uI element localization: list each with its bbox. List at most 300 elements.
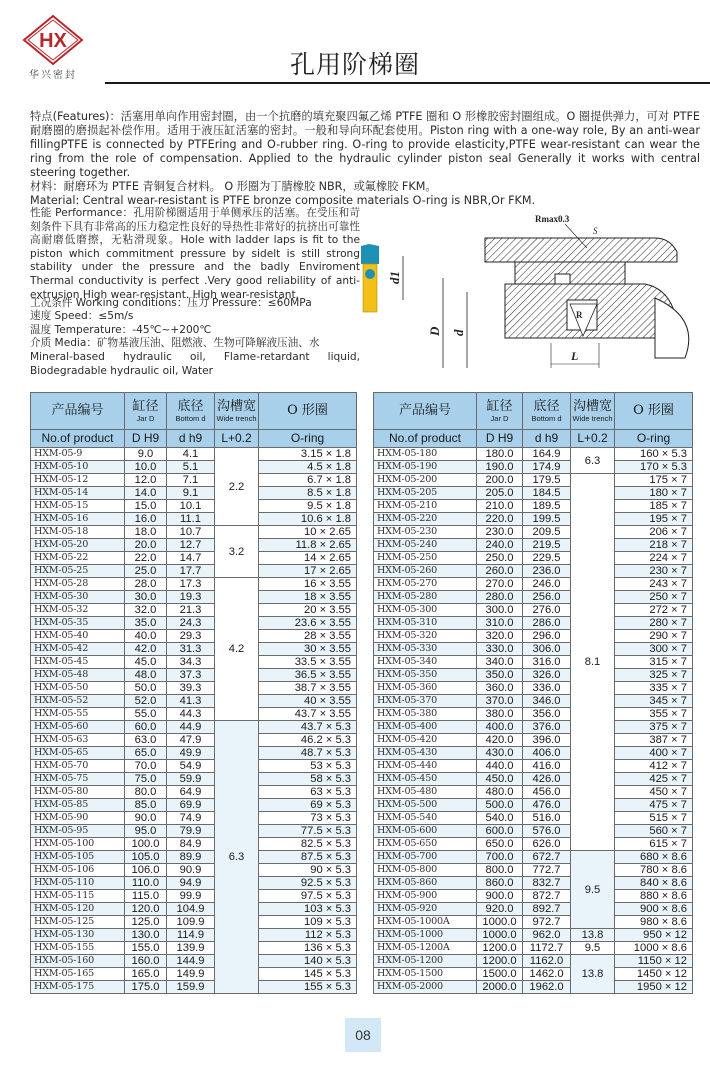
oring-size: 980 × 8.6	[615, 916, 693, 929]
product-code: HXM-05-210	[374, 500, 477, 513]
table-row	[31, 968, 357, 981]
product-code: HXM-05-1000	[374, 929, 477, 942]
bore-diameter: 260.0	[477, 565, 523, 578]
table-row	[31, 981, 357, 994]
product-code: HXM-05-160	[31, 955, 125, 968]
product-code: HXM-05-16	[31, 513, 125, 526]
product-code: HXM-05-10	[31, 461, 125, 474]
table-row	[31, 708, 357, 721]
table-row	[31, 838, 357, 851]
bottom-diameter: 79.9	[167, 825, 215, 838]
table-row	[374, 773, 693, 786]
product-code: HXM-05-15	[31, 500, 125, 513]
product-code: HXM-05-125	[31, 916, 125, 929]
oring-size: 38.7 × 3.55	[259, 682, 357, 695]
bottom-diameter: 14.7	[167, 552, 215, 565]
bottom-diameter: 7.1	[167, 474, 215, 487]
table-row	[374, 474, 693, 487]
spec-table-left	[30, 392, 357, 994]
product-code: HXM-05-240	[374, 539, 477, 552]
table-row	[374, 630, 693, 643]
product-code: HXM-05-165	[31, 968, 125, 981]
header-trench-tol: L+0.2	[571, 430, 615, 448]
bore-diameter: 18.0	[125, 526, 167, 539]
oring-size: 315 × 7	[615, 656, 693, 669]
bottom-diameter: 99.9	[167, 890, 215, 903]
product-code: HXM-05-1200	[374, 955, 477, 968]
bottom-diameter: 29.3	[167, 630, 215, 643]
oring-size: 345 × 7	[615, 695, 693, 708]
oring-size: 63 × 5.3	[259, 786, 357, 799]
bottom-diameter: 54.9	[167, 760, 215, 773]
bore-diameter: 440.0	[477, 760, 523, 773]
oring-size: 4.5 × 1.8	[259, 461, 357, 474]
bore-diameter: 370.0	[477, 695, 523, 708]
header-trench-tol: L+0.2	[215, 430, 259, 448]
bottom-diameter: 11.1	[167, 513, 215, 526]
header-bottom-tol: d h9	[167, 430, 215, 448]
product-code: HXM-05-370	[374, 695, 477, 708]
bore-diameter: 1500.0	[477, 968, 523, 981]
product-code: HXM-05-85	[31, 799, 125, 812]
oring-size: 412 × 7	[615, 760, 693, 773]
bottom-diameter: 189.5	[523, 500, 571, 513]
bottom-diameter: 69.9	[167, 799, 215, 812]
spec-table-right	[373, 392, 693, 994]
bottom-diameter: 144.9	[167, 955, 215, 968]
bottom-diameter: 576.0	[523, 825, 571, 838]
dim-d: d	[451, 329, 466, 336]
table-row	[31, 669, 357, 682]
product-code: HXM-05-360	[374, 682, 477, 695]
header-bottom-tol: d h9	[523, 430, 571, 448]
oring-size: 880 × 8.6	[615, 890, 693, 903]
bore-diameter: 230.0	[477, 526, 523, 539]
table-row	[374, 552, 693, 565]
product-code: HXM-05-230	[374, 526, 477, 539]
bore-diameter: 9.0	[125, 448, 167, 461]
bore-diameter: 12.0	[125, 474, 167, 487]
bore-diameter: 165.0	[125, 968, 167, 981]
bore-diameter: 800.0	[477, 864, 523, 877]
product-code: HXM-05-63	[31, 734, 125, 747]
header-oring-en: O-ring	[259, 430, 357, 448]
product-code: HXM-05-25	[31, 565, 125, 578]
bottom-diameter: 10.1	[167, 500, 215, 513]
oring-size: 9.5 × 1.8	[259, 500, 357, 513]
header-bottom: 底径 Bottom d	[523, 393, 571, 430]
bottom-diameter: 229.5	[523, 552, 571, 565]
table-row	[374, 825, 693, 838]
bottom-diameter: 396.0	[523, 734, 571, 747]
bottom-diameter: 406.0	[523, 747, 571, 760]
oring-size: 170 × 5.3	[615, 461, 693, 474]
product-code: HXM-05-900	[374, 890, 477, 903]
bottom-diameter: 139.9	[167, 942, 215, 955]
oring-size: 73 × 5.3	[259, 812, 357, 825]
material-en: Material: Central wear-resistant is PTFE bronze composite materials O-ring is NBR,Or FKM.	[30, 194, 536, 207]
bore-diameter: 860.0	[477, 877, 523, 890]
table-row	[374, 448, 693, 461]
table-row	[374, 604, 693, 617]
table-row	[31, 630, 357, 643]
oring-size: 1450 × 12	[615, 968, 693, 981]
product-code: HXM-05-95	[31, 825, 125, 838]
bottom-diameter: 21.3	[167, 604, 215, 617]
bottom-diameter: 256.0	[523, 591, 571, 604]
header-product: 产品编号	[31, 393, 125, 430]
table-row	[31, 812, 357, 825]
bore-diameter: 175.0	[125, 981, 167, 994]
table-row	[374, 864, 693, 877]
bore-diameter: 1000.0	[477, 916, 523, 929]
table-row	[31, 682, 357, 695]
bottom-diameter: 456.0	[523, 786, 571, 799]
bore-diameter: 28.0	[125, 578, 167, 591]
trench-width: 4.2	[215, 578, 259, 721]
product-code: HXM-05-310	[374, 617, 477, 630]
product-code: HXM-05-1000A	[374, 916, 477, 929]
product-code: HXM-05-270	[374, 578, 477, 591]
brand-name: 华兴密封	[29, 70, 77, 81]
product-code: HXM-05-75	[31, 773, 125, 786]
oring-size: 515 × 7	[615, 812, 693, 825]
table-row	[31, 474, 357, 487]
bottom-diameter: 89.9	[167, 851, 215, 864]
table-row	[374, 851, 693, 864]
bore-diameter: 420.0	[477, 734, 523, 747]
table-row	[31, 552, 357, 565]
product-code: HXM-05-30	[31, 591, 125, 604]
product-code: HXM-05-180	[374, 448, 477, 461]
table-row	[31, 721, 357, 734]
header-product: 产品编号	[374, 393, 477, 430]
page-number: 08	[345, 1018, 381, 1052]
bore-diameter: 14.0	[125, 487, 167, 500]
product-code: HXM-05-330	[374, 643, 477, 656]
oring-size: 8.5 × 1.8	[259, 487, 357, 500]
bore-diameter: 90.0	[125, 812, 167, 825]
speed: 速度 Speed：≤5m/s	[30, 310, 134, 322]
bottom-diameter: 47.9	[167, 734, 215, 747]
oring-size: 33.5 × 3.55	[259, 656, 357, 669]
bore-diameter: 270.0	[477, 578, 523, 591]
bore-diameter: 300.0	[477, 604, 523, 617]
bottom-diameter: 17.7	[167, 565, 215, 578]
bottom-diameter: 24.3	[167, 617, 215, 630]
oring-size: 23.6 × 3.55	[259, 617, 357, 630]
table-row	[31, 656, 357, 669]
product-code: HXM-05-20	[31, 539, 125, 552]
product-code: HXM-05-120	[31, 903, 125, 916]
bottom-diameter: 59.9	[167, 773, 215, 786]
oring-size: 300 × 7	[615, 643, 693, 656]
bottom-diameter: 184.5	[523, 487, 571, 500]
bottom-diameter: 39.3	[167, 682, 215, 695]
oring-size: 290 × 7	[615, 630, 693, 643]
product-code: HXM-05-480	[374, 786, 477, 799]
oring-size: 400 × 7	[615, 747, 693, 760]
bottom-diameter: 164.9	[523, 448, 571, 461]
bottom-diameter: 219.5	[523, 539, 571, 552]
bottom-diameter: 426.0	[523, 773, 571, 786]
oring-size: 1950 × 12	[615, 981, 693, 994]
oring-size: 20 × 3.55	[259, 604, 357, 617]
bottom-diameter: 44.9	[167, 721, 215, 734]
oring-size: 387 × 7	[615, 734, 693, 747]
header-product-en: No.of product	[31, 430, 125, 448]
product-code: HXM-05-450	[374, 773, 477, 786]
table-row	[31, 565, 357, 578]
bottom-diameter: 972.7	[523, 916, 571, 929]
product-code: HXM-05-860	[374, 877, 477, 890]
trench-width: 3.2	[215, 526, 259, 578]
bore-diameter: 20.0	[125, 539, 167, 552]
oring-size: 103 × 5.3	[259, 903, 357, 916]
oring-size: 17 × 2.65	[259, 565, 357, 578]
bottom-diameter: 346.0	[523, 695, 571, 708]
product-code: HXM-05-190	[374, 461, 477, 474]
product-code: HXM-05-420	[374, 734, 477, 747]
bore-diameter: 40.0	[125, 630, 167, 643]
bore-diameter: 50.0	[125, 682, 167, 695]
bore-diameter: 380.0	[477, 708, 523, 721]
trench-width: 2.2	[215, 448, 259, 526]
product-code: HXM-05-60	[31, 721, 125, 734]
product-code: HXM-05-280	[374, 591, 477, 604]
table-row	[374, 747, 693, 760]
table-row	[31, 760, 357, 773]
trench-width: 9.5	[571, 942, 615, 955]
product-code: HXM-05-22	[31, 552, 125, 565]
bottom-diameter: 236.0	[523, 565, 571, 578]
bore-diameter: 32.0	[125, 604, 167, 617]
product-code: HXM-05-18	[31, 526, 125, 539]
oring-size: 77.5 × 5.3	[259, 825, 357, 838]
bottom-diameter: 476.0	[523, 799, 571, 812]
features-text: 特点(Features)：活塞用单向作用密封圈，由一个抗磨的填充聚四氟乙烯 PTFE 圈和 O 形橡胶密封圈组成。O 圈提供弹力，可对 PTFE 耐磨圈的磨损起补偿作用。适用于液压缸活塞的密封。一般和导向环配套使用。Piston ring with a one-way role, By an anti-wear fillingPTFE is connected by PTFEring and O-rubber ring. O-ring to provide elasticity,PTFE wear-resistant can wear the ring from the role of compensation. Applied to the hydraulic cylinder piston seal Generally it works with central steering together.	[30, 110, 700, 179]
product-code: HXM-05-400	[374, 721, 477, 734]
label-S: S	[593, 226, 598, 236]
bottom-diameter: 17.3	[167, 578, 215, 591]
bore-diameter: 160.0	[125, 955, 167, 968]
bottom-diameter: 9.1	[167, 487, 215, 500]
bottom-diameter: 872.7	[523, 890, 571, 903]
table-row	[374, 929, 693, 942]
bottom-diameter: 209.5	[523, 526, 571, 539]
media-en: Mineral-based hydraulic oil, Flame-retardant liquid, Biodegradable hydraulic oil, Water	[30, 351, 360, 377]
bore-diameter: 650.0	[477, 838, 523, 851]
bottom-diameter: 10.7	[167, 526, 215, 539]
table-row	[374, 942, 693, 955]
oring-size: 450 × 7	[615, 786, 693, 799]
oring-size: 136 × 5.3	[259, 942, 357, 955]
trench-width: 13.8	[571, 929, 615, 942]
table-row	[374, 890, 693, 903]
table-row	[374, 500, 693, 513]
product-code: HXM-05-9	[31, 448, 125, 461]
oring-size: 195 × 7	[615, 513, 693, 526]
product-code: HXM-05-205	[374, 487, 477, 500]
oring-size: 375 × 7	[615, 721, 693, 734]
oring-size: 780 × 8.6	[615, 864, 693, 877]
oring-size: 224 × 7	[615, 552, 693, 565]
bottom-diameter: 626.0	[523, 838, 571, 851]
oring-size: 243 × 7	[615, 578, 693, 591]
table-row	[374, 669, 693, 682]
oring-size: 175 × 7	[615, 474, 693, 487]
product-code: HXM-05-110	[31, 877, 125, 890]
trench-width: 6.3	[571, 448, 615, 474]
product-code: HXM-05-340	[374, 656, 477, 669]
oring-size: 87.5 × 5.3	[259, 851, 357, 864]
bore-diameter: 400.0	[477, 721, 523, 734]
bore-diameter: 190.0	[477, 461, 523, 474]
performance-text: 性能 Performance：孔用阶梯圈适用于单侧承压的活塞。在受压和苛刻条件下具有非常高的压力稳定性良好的导热性非常好的抗挤出可靠性高耐磨低磨擦，无粘滑现象。Hole with ladder laps is fit to the piston which commitment pressure by sidelt is still strong stability under the pressure and the badly Enviroment Thermal conductivity is perfect .Very good reliability of anti-extrusion High wear-resistant. High wear-resistant.	[30, 207, 360, 301]
trench-width: 6.3	[215, 721, 259, 994]
bore-diameter: 500.0	[477, 799, 523, 812]
bore-diameter: 205.0	[477, 487, 523, 500]
product-code: HXM-05-500	[374, 799, 477, 812]
oring-size: 840 × 8.6	[615, 877, 693, 890]
trench-width: 9.5	[571, 851, 615, 929]
oring-size: 185 × 7	[615, 500, 693, 513]
bottom-diameter: 34.3	[167, 656, 215, 669]
bore-diameter: 280.0	[477, 591, 523, 604]
bottom-diameter: 12.7	[167, 539, 215, 552]
oring-size: 18 × 3.55	[259, 591, 357, 604]
bore-diameter: 1000.0	[477, 929, 523, 942]
header-oring: O 形圈	[615, 393, 693, 430]
product-code: HXM-05-65	[31, 747, 125, 760]
header-oring-en: O-ring	[615, 430, 693, 448]
oring-size: 206 × 7	[615, 526, 693, 539]
oring-size: 335 × 7	[615, 682, 693, 695]
bore-diameter: 10.0	[125, 461, 167, 474]
bottom-diameter: 104.9	[167, 903, 215, 916]
bottom-diameter: 356.0	[523, 708, 571, 721]
bore-diameter: 200.0	[477, 474, 523, 487]
oring-size: 43.7 × 5.3	[259, 721, 357, 734]
table-row	[374, 916, 693, 929]
oring-size: 109 × 5.3	[259, 916, 357, 929]
bore-diameter: 60.0	[125, 721, 167, 734]
page-title: 孔用阶梯圈	[290, 50, 421, 79]
bottom-diameter: 4.1	[167, 448, 215, 461]
bottom-diameter: 316.0	[523, 656, 571, 669]
oring-size: 230 × 7	[615, 565, 693, 578]
product-code: HXM-05-600	[374, 825, 477, 838]
bottom-diameter: 114.9	[167, 929, 215, 942]
oring-size: 250 × 7	[615, 591, 693, 604]
trench-width: 13.8	[571, 955, 615, 994]
oring-size: 30 × 3.55	[259, 643, 357, 656]
table-row	[31, 487, 357, 500]
bottom-diameter: 892.7	[523, 903, 571, 916]
bore-diameter: 25.0	[125, 565, 167, 578]
material-cn: 材料：耐磨环为 PTFE 青铜复合材料。 O 形圈为丁腈橡胶 NBR，或氟橡胶 FKM。	[30, 180, 437, 193]
bore-diameter: 125.0	[125, 916, 167, 929]
bottom-diameter: 416.0	[523, 760, 571, 773]
table-row	[31, 539, 357, 552]
header-trench: 沟槽宽 Wide trench	[215, 393, 259, 430]
table-row	[31, 591, 357, 604]
bore-diameter: 600.0	[477, 825, 523, 838]
bore-diameter: 95.0	[125, 825, 167, 838]
table-row	[31, 643, 357, 656]
table-row	[374, 526, 693, 539]
product-code: HXM-05-100	[31, 838, 125, 851]
table-row	[374, 591, 693, 604]
oring-size: 615 × 7	[615, 838, 693, 851]
bore-diameter: 130.0	[125, 929, 167, 942]
oring-size: 425 × 7	[615, 773, 693, 786]
bottom-diameter: 90.9	[167, 864, 215, 877]
table-row	[374, 812, 693, 825]
table-row	[31, 734, 357, 747]
oring-size: 11.8 × 2.65	[259, 539, 357, 552]
product-code: HXM-05-1200A	[374, 942, 477, 955]
label-L: L	[571, 349, 579, 363]
product-code: HXM-05-50	[31, 682, 125, 695]
bore-diameter: 110.0	[125, 877, 167, 890]
oring-size: 10 × 2.65	[259, 526, 357, 539]
bottom-diameter: 44.3	[167, 708, 215, 721]
oring-size: 680 × 8.6	[615, 851, 693, 864]
oring-size: 36.5 × 3.55	[259, 669, 357, 682]
bore-diameter: 75.0	[125, 773, 167, 786]
product-code: HXM-05-90	[31, 812, 125, 825]
bottom-diameter: 179.5	[523, 474, 571, 487]
bore-diameter: 22.0	[125, 552, 167, 565]
bore-diameter: 48.0	[125, 669, 167, 682]
oring-size: 145 × 5.3	[259, 968, 357, 981]
oring-size: 46.2 × 5.3	[259, 734, 357, 747]
bore-diameter: 430.0	[477, 747, 523, 760]
oring-size: 92.5 × 5.3	[259, 877, 357, 890]
company-logo	[22, 14, 84, 72]
bottom-diameter: 1172.7	[523, 942, 571, 955]
bottom-diameter: 376.0	[523, 721, 571, 734]
product-code: HXM-05-40	[31, 630, 125, 643]
table-row	[374, 760, 693, 773]
table-row	[31, 955, 357, 968]
bottom-diameter: 1462.0	[523, 968, 571, 981]
bore-diameter: 2000.0	[477, 981, 523, 994]
product-code: HXM-05-42	[31, 643, 125, 656]
product-code: HXM-05-52	[31, 695, 125, 708]
bore-diameter: 360.0	[477, 682, 523, 695]
bore-diameter: 120.0	[125, 903, 167, 916]
header-bore-tol: D H9	[125, 430, 167, 448]
oring-size: 218 × 7	[615, 539, 693, 552]
oring-size: 112 × 5.3	[259, 929, 357, 942]
oring-size: 3.15 × 1.8	[259, 448, 357, 461]
bottom-diameter: 199.5	[523, 513, 571, 526]
header-product-en: No.of product	[374, 430, 477, 448]
product-code: HXM-05-80	[31, 786, 125, 799]
bore-diameter: 250.0	[477, 552, 523, 565]
table-row	[374, 877, 693, 890]
oring-size: 97.5 × 5.3	[259, 890, 357, 903]
product-code: HXM-05-28	[31, 578, 125, 591]
table-row	[374, 539, 693, 552]
bore-diameter: 180.0	[477, 448, 523, 461]
table-row	[31, 851, 357, 864]
product-code: HXM-05-12	[31, 474, 125, 487]
product-code: HXM-05-350	[374, 669, 477, 682]
product-code: HXM-05-32	[31, 604, 125, 617]
